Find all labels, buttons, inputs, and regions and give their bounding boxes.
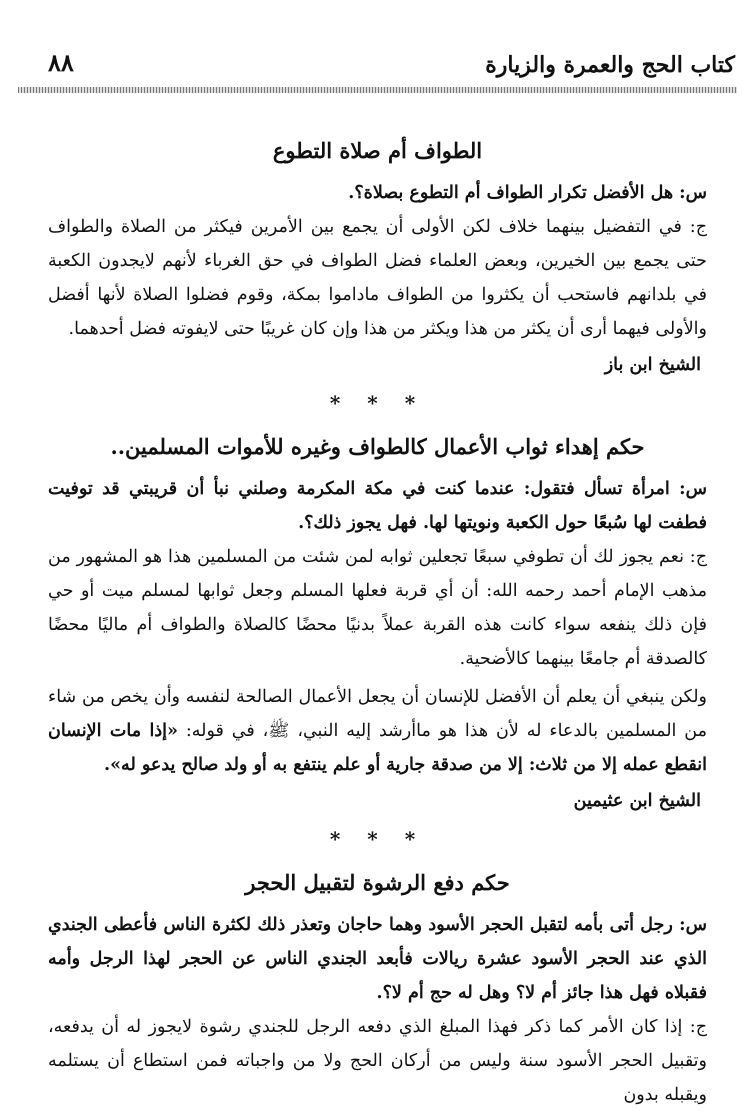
page-number: ٨٨ xyxy=(48,48,74,77)
section-title: الطواف أم صلاة التطوع xyxy=(272,138,483,163)
answer-text: ج: نعم يجوز لك أن تطوفي سبعًا تجعلين ثوابه لمن شئت من المسلمين هذا هو المشهور من مذهب الإمام أحمد رحمه الله: أن أي قربة فعلها المسلم وجعل ثوابها لمسلم ميت أو حي فإن ذلك ينفعه سواء كانت هذه القربة عملاً بدنيًا محضًا كالصلاة والطواف أم ماليًا محضًا كالصدقة أم جامعًا بينهما كالأضحية. xyxy=(48,547,707,669)
answer-text: ج: إذا كان الأمر كما ذكر فهذا المبلغ الذي دفعه الرجل للجندي رشوة لايجوز له أن يدفعه، وتقبيل الحجر الأسود سنة وليس من أركان الحج ولا من واجباته فمن استطاع أن يستلمه ويقبله بدون xyxy=(48,1017,707,1105)
section-title: حكم دفع الرشوة لتقبيل الحجر xyxy=(245,870,510,895)
sheikh-attribution: الشيخ ابن باز xyxy=(604,355,701,375)
header-divider xyxy=(18,87,737,93)
hadith-quote: «إذا مات الإنسان انقطع عمله إلا من ثلاث: إلا من صدقة جارية أو علم ينتفع به أو ولد صالح يدعو له». xyxy=(48,721,707,775)
page-header xyxy=(18,38,737,84)
answer-paragraph xyxy=(48,680,707,782)
section-separator: * * * xyxy=(329,827,426,851)
question-text: س: هل الأفضل تكرار الطواف أم التطوع بصلاة؟. xyxy=(348,183,707,203)
question-text: س: رجل أتى بأمه لتقبل الحجر الأسود وهما حاجان وتعذر ذلك لكثرة الناس فأعطى الجندي الذي عند الحجر الأسود عشرة ريالات فأبعد الجندي الناس عن الحجر لهذا الرجل وأمه فقبلاه فهل هذا جائز أم لا؟ وهل له حج أم لا؟. xyxy=(48,915,707,1003)
sheikh-attribution: الشيخ ابن عثيمين xyxy=(573,791,701,811)
section-title: حكم إهداء ثواب الأعمال كالطواف وغيره للأموات المسلمين.. xyxy=(110,434,645,459)
page-content xyxy=(48,132,707,1112)
answer-text: ج: في التفضيل بينهما خلاف لكن الأولى أن يجمع بين الأمرين فيكثر من الصلاة والطواف حتى يجمع بين الخيرين، وبعض العلماء فضل الطواف في حق الغرباء لأنهم لايجدون الكعبة في بلدانهم فاستحب أن يكثروا من الطواف ماداموا بمكة، وقوم فضلوا الصلاة لأنها أفضل والأولى فيهما أرى أن يكثر من هذا ويكثر من هذا وإن كان غريبًا حتى لايفوته فضل أحدهما. xyxy=(48,217,707,339)
answer-paragraph-text: ولكن ينبغي أن يعلم أن الأفضل للإنسان أن يجعل الأعمال الصالحة لنفسه وأن يخص من شاء من المسلمين بالدعاء له لأن هذا هو ماأرشد إليه النبي، ﷺ، في قوله: xyxy=(48,687,707,741)
question-text: س: امرأة تسأل فتقول: عندما كنت في مكة المكرمة وصلني نبأ أن قريبتي قد توفيت فطفت لها سُبعًا حول الكعبة ونويتها لها. فهل يجوز ذلك؟. xyxy=(48,479,707,533)
book-title: كتاب الحج والعمرة والزيارة xyxy=(485,52,735,78)
section-separator: * * * xyxy=(329,391,426,415)
